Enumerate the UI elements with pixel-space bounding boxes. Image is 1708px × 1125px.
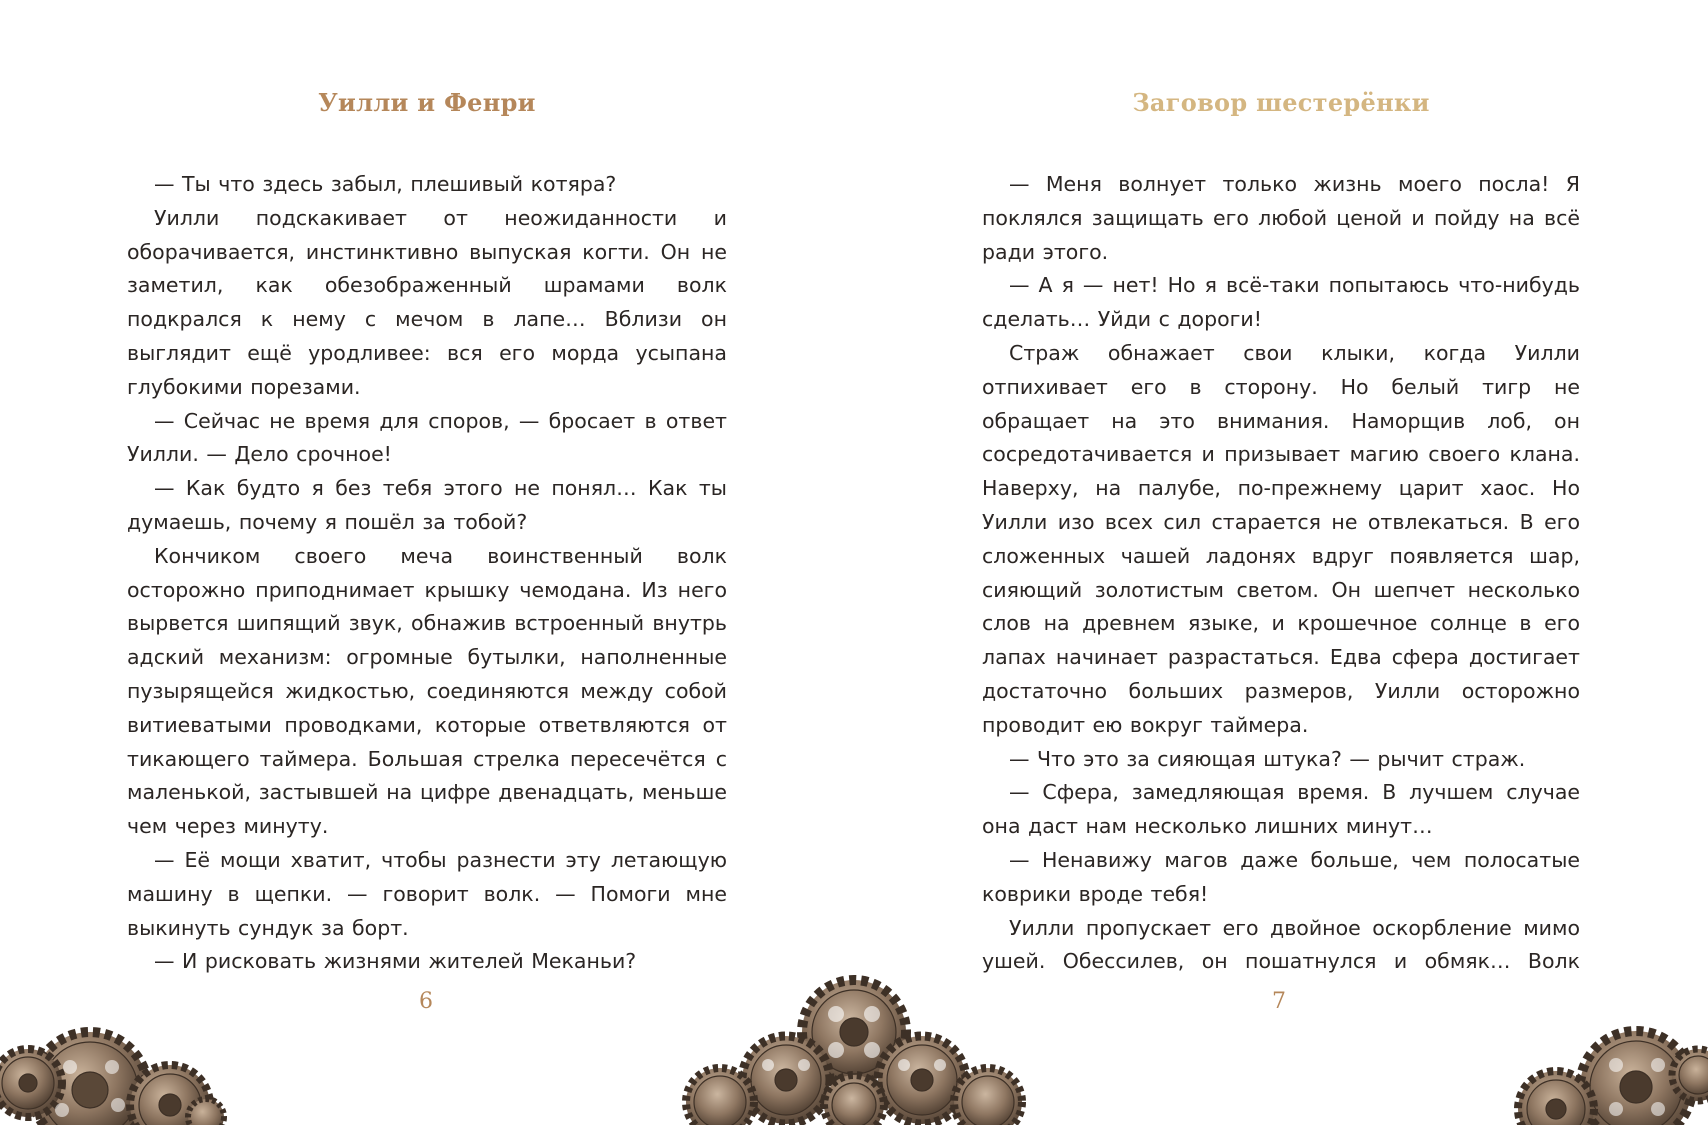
paragraph: — Меня волнует только жизнь моего посла! Я поклялся защищать его любой ценой и пойду на всё ради этого. [982, 172, 1580, 264]
paragraph: — Как будто я без тебя этого не понял… Как ты думаешь, почему я пошёл за тобой? [127, 476, 727, 534]
left-page-number: 6 [419, 989, 433, 1014]
paragraph: Кончиком своего меча воинственный волк осторожно приподнимает крышку чемодана. Из него вырвется шипящий звук, обнажив встроенный внутрь адский механизм: огромные бутылки, наполненные пузырящейся жидкостью, соединяются между собой витиеватыми проводками, которые ответвляются от тикающего таймера. Большая стрелка пересечётся с маленькой, застывшей на цифре двенадцать, меньше чем через минуту. [127, 543, 727, 839]
right-body-text [982, 168, 1580, 979]
paragraph: — Сейчас не время для споров, — бросает в ответ Уилли. — Дело срочное! [127, 408, 727, 467]
right-running-head: Заговор шестерёнки [1132, 88, 1430, 117]
paragraph: Уилли подскакивает от неожиданности и оборачивается, инстинктивно выпуская когти. Он не заметил, как обезображенный шрамами волк подкрался к нему с мечом в лапе… Вблизи он выглядит ещё уродливее: вся его морда усыпана глубокими порезами. [127, 205, 727, 399]
paragraph: — Сфера, замедляющая время. В лучшем случае она даст нам несколько лишних минут… [982, 780, 1580, 839]
paragraph: — Ненавижу магов даже больше, чем полосатые коврики вроде тебя! [982, 847, 1580, 906]
paragraph: — И рисковать жизнями жителей Меканьи? [154, 949, 637, 974]
paragraph: — А я — нет! Но я всё-таки попытаюсь что-нибудь сделать… Уйди с дороги! [982, 273, 1580, 332]
right-page-number: 7 [1272, 989, 1286, 1014]
left-body-text [127, 168, 727, 979]
paragraph: — Ты что здесь забыл, плешивый котяра? [154, 172, 617, 196]
paragraph: Страж обнажает свои клыки, когда Уилли отпихивает его в сторону. Но белый тигр не обращает на это внимания. Наморщив лоб, он сосредотачивается и призывает магию своего клана. Наверху, на палубе, по-прежнему царит хаос. Но Уилли изо всех сил старается не отвлекаться. В его сложенных чашей ладонях вдруг появляется шар, сияющий золотистым светом. Он шепчет несколько слов на древнем языке, и крошечное солнце в его лапах начинает разрастаться. Едва сфера достигает достаточно больших размеров, Уилли осторожно проводит ею вокруг таймера. [982, 340, 1580, 737]
right-page [854, 0, 1708, 1125]
left-running-head: Уилли и Фенри [318, 88, 536, 117]
paragraph: — Её мощи хватит, чтобы разнести эту летающую машину в щепки. — говорит волк. — Помоги мне выкинуть сундук за борт. [127, 847, 727, 940]
paragraph: — Что это за сияющая штука? — рычит страж. [1009, 746, 1526, 771]
paragraph: Уилли пропускает его двойное оскорбление мимо ушей. Обессилев, он пошатнулся и обмяк… Волк [982, 915, 1580, 974]
